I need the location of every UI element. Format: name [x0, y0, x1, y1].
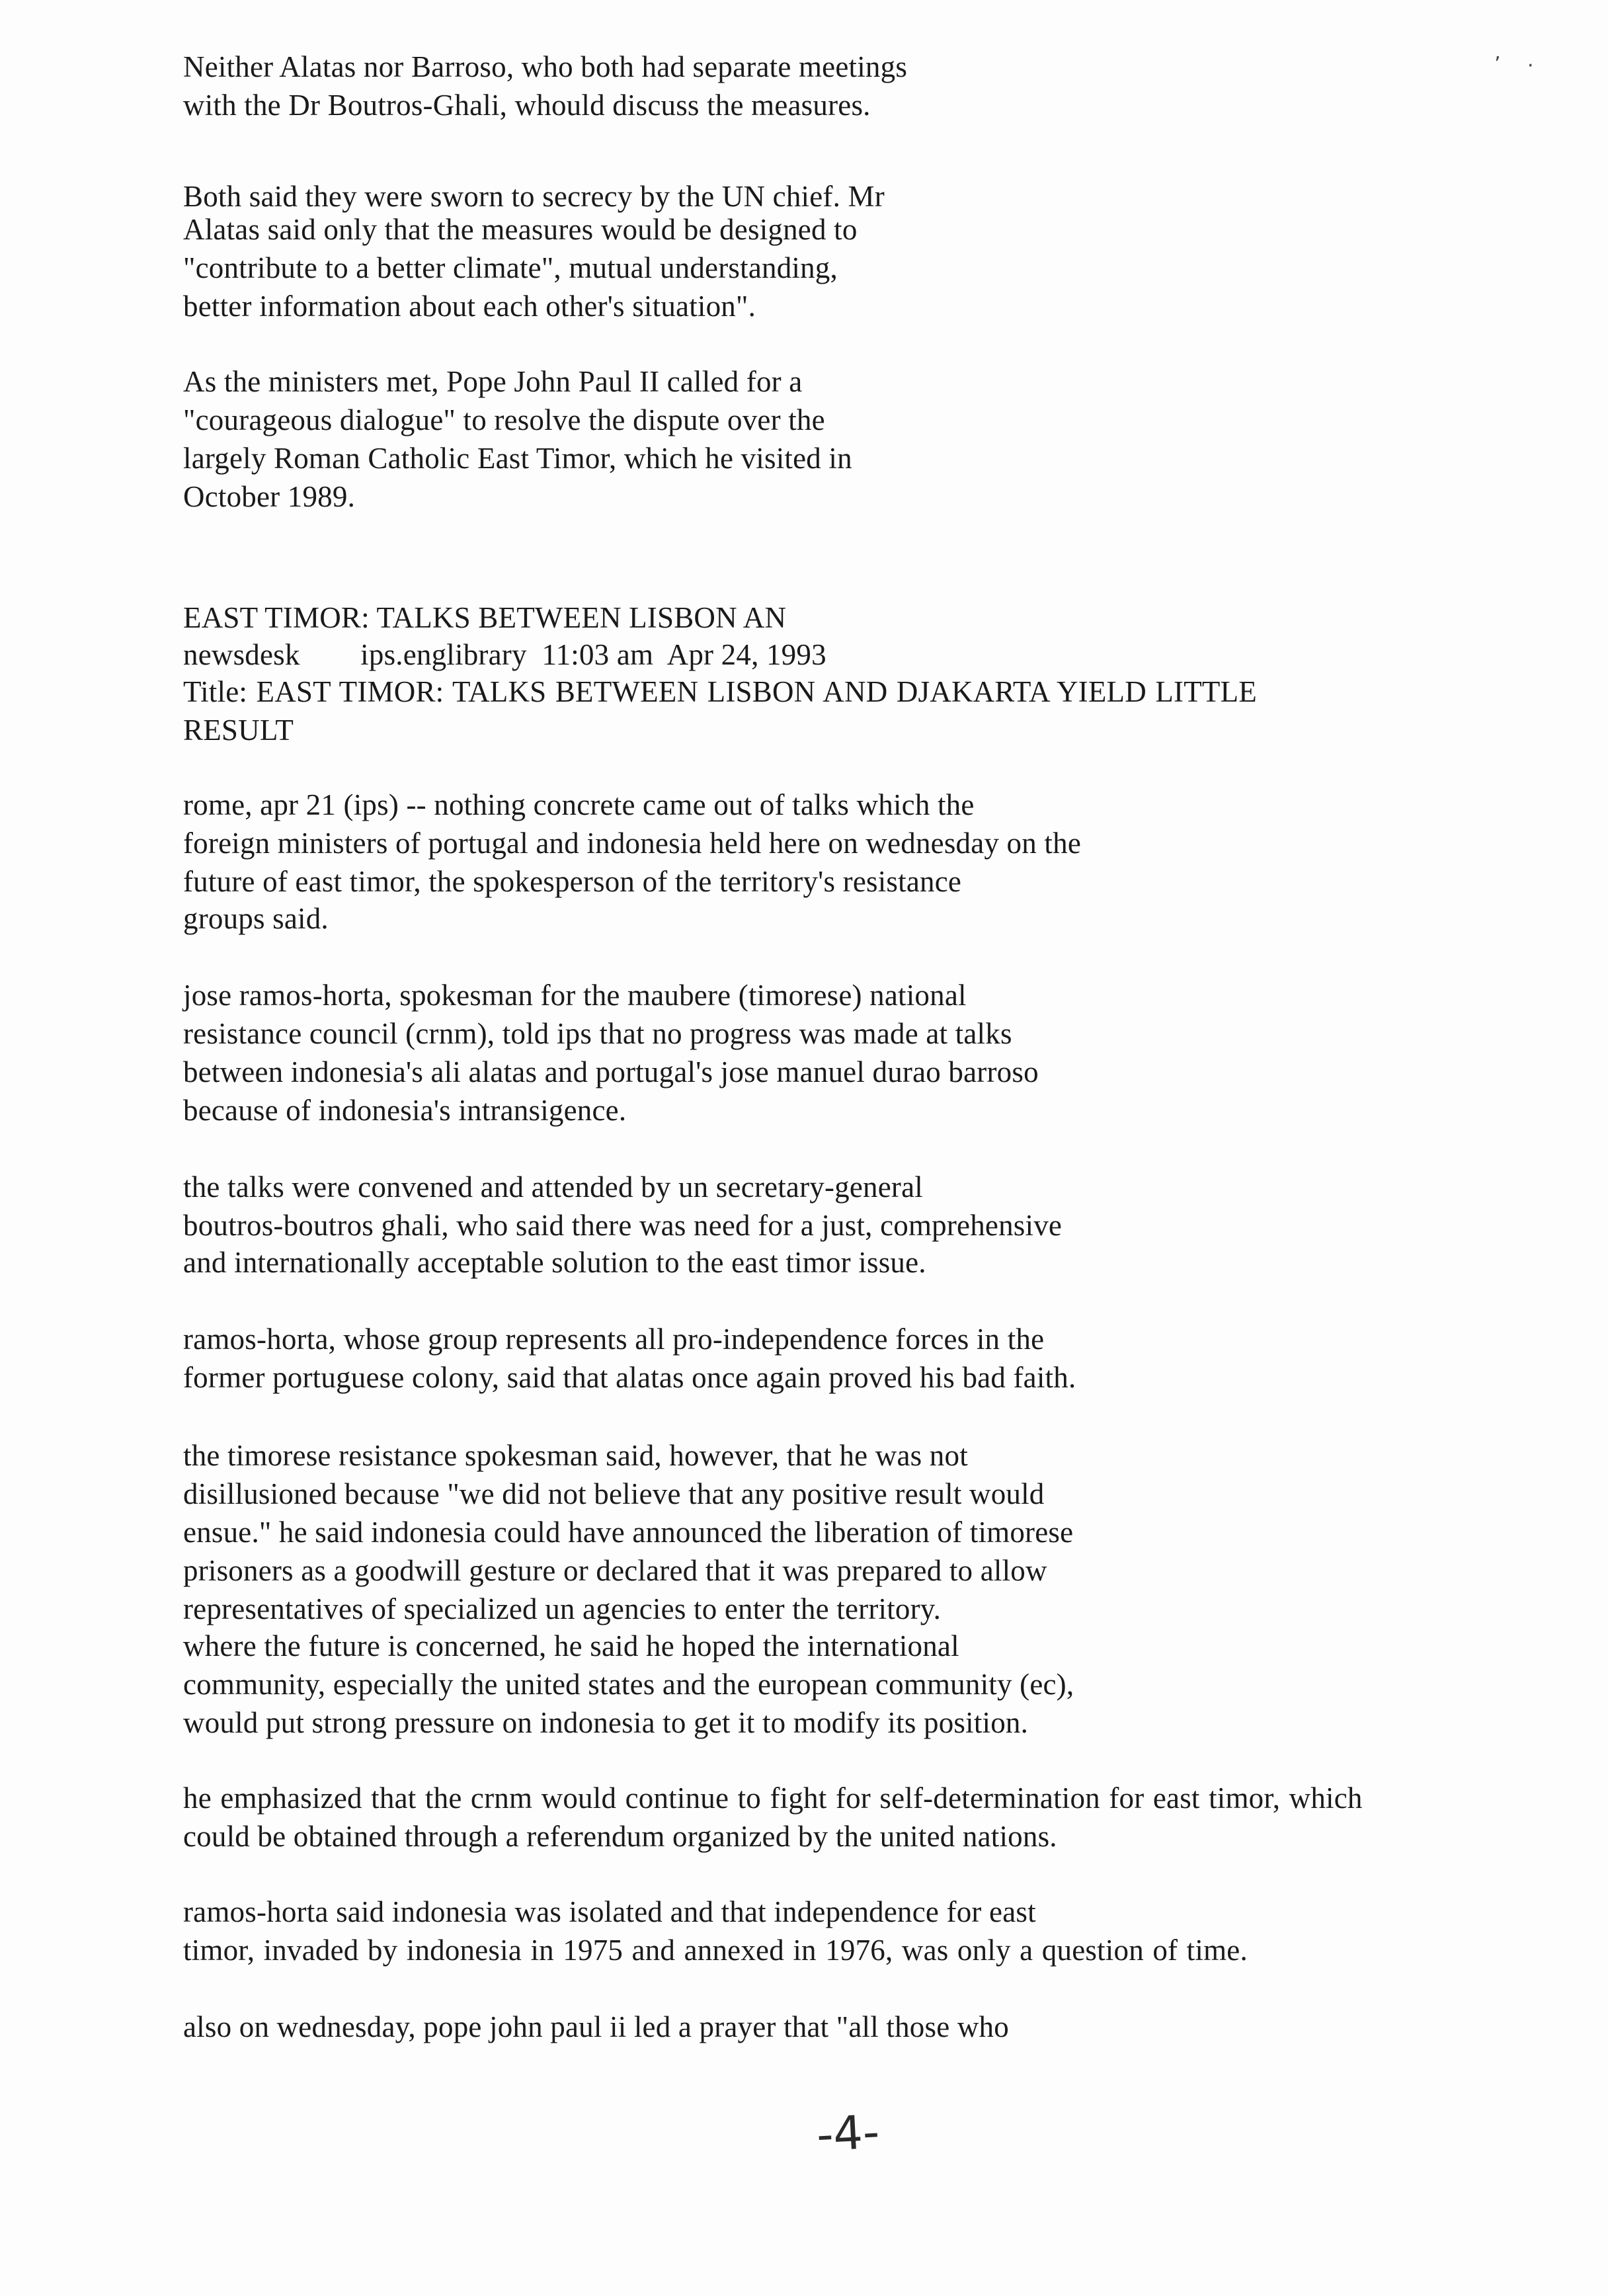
page-number: -4- — [815, 2104, 881, 2162]
article-title: RESULT — [183, 714, 294, 747]
text-line: community, especially the united states and the european community (ec), — [183, 1668, 1074, 1701]
text-line: ramos-horta, whose group represents all pro-independence forces in the — [183, 1323, 1045, 1356]
text-line: foreign ministers of portugal and indonesia held here on wednesday on the — [183, 827, 1081, 860]
text-line: the talks were convened and attended by un secretary-general — [183, 1170, 923, 1204]
text-line: largely Roman Catholic East Timor, which he visited in — [183, 442, 852, 475]
text-line: he emphasized that the crnm would continue to fight for self-determination for east timor, which — [183, 1782, 1363, 1815]
text-line: better information about each other's situation". — [183, 290, 756, 323]
article-meta: newsdesk ips.englibrary 11:03 am Apr 24, 1993 — [183, 638, 826, 671]
text-line: future of east timor, the spokesperson of the territory's resistance — [183, 865, 962, 898]
text-line: prisoners as a goodwill gesture or declared that it was prepared to allow — [183, 1554, 1047, 1587]
text-line: jose ramos-horta, spokesman for the maubere (timorese) national — [183, 979, 967, 1012]
text-line: Alatas said only that the measures would be designed to — [183, 213, 858, 246]
text-line: would put strong pressure on indonesia to get it to modify its position. — [183, 1706, 1029, 1739]
article-title: Title: EAST TIMOR: TALKS BETWEEN LISBON AND DJAKARTA YIELD LITTLE — [183, 675, 1257, 708]
text-line: rome, apr 21 (ips) -- nothing concrete came out of talks which the — [183, 788, 975, 821]
scan-speck: ’ — [1494, 53, 1501, 76]
text-line: Both said they were sworn to secrecy by the UN chief. Mr — [183, 180, 885, 213]
text-line: between indonesia's ali alatas and portugal's jose manuel durao barroso — [183, 1055, 1039, 1088]
article-heading: EAST TIMOR: TALKS BETWEEN LISBON AN — [183, 601, 787, 634]
text-line: with the Dr Boutros-Ghali, whould discuss the measures. — [183, 89, 871, 122]
text-line: boutros-boutros ghali, who said there was need for a just, comprehensive — [183, 1209, 1063, 1242]
text-line: because of indonesia's intransigence. — [183, 1094, 627, 1127]
text-line: and internationally acceptable solution to the east timor issue. — [183, 1246, 926, 1279]
text-line: resistance council (crnm), told ips that no progress was made at talks — [183, 1017, 1012, 1050]
text-line: ramos-horta said indonesia was isolated and that independence for east — [183, 1895, 1036, 1928]
text-line: former portuguese colony, said that alatas once again proved his bad faith. — [183, 1361, 1076, 1394]
text-line: timor, invaded by indonesia in 1975 and annexed in 1976, was only a question of time. — [183, 1934, 1248, 1967]
text-line: disillusioned because "we did not believe that any positive result would — [183, 1477, 1045, 1510]
text-line: Neither Alatas nor Barroso, who both had separate meetings — [183, 50, 908, 83]
scan-speck: · — [1527, 54, 1534, 77]
text-line: where the future is concerned, he said he hoped the international — [183, 1629, 959, 1662]
text-line: groups said. — [183, 902, 329, 935]
text-line: "contribute to a better climate", mutual understanding, — [183, 251, 838, 284]
text-line: could be obtained through a referendum organized by the united nations. — [183, 1820, 1057, 1853]
text-line: "courageous dialogue" to resolve the dispute over the — [183, 403, 825, 436]
text-line: representatives of specialized un agencies to enter the territory. — [183, 1592, 942, 1625]
text-line: October 1989. — [183, 480, 356, 513]
text-line: the timorese resistance spokesman said, however, that he was not — [183, 1439, 968, 1472]
text-line: As the ministers met, Pope John Paul II called for a — [183, 365, 803, 398]
text-line: also on wednesday, pope john paul ii led a prayer that "all those who — [183, 2010, 1009, 2043]
text-line: ensue." he said indonesia could have announced the liberation of timorese — [183, 1516, 1074, 1549]
